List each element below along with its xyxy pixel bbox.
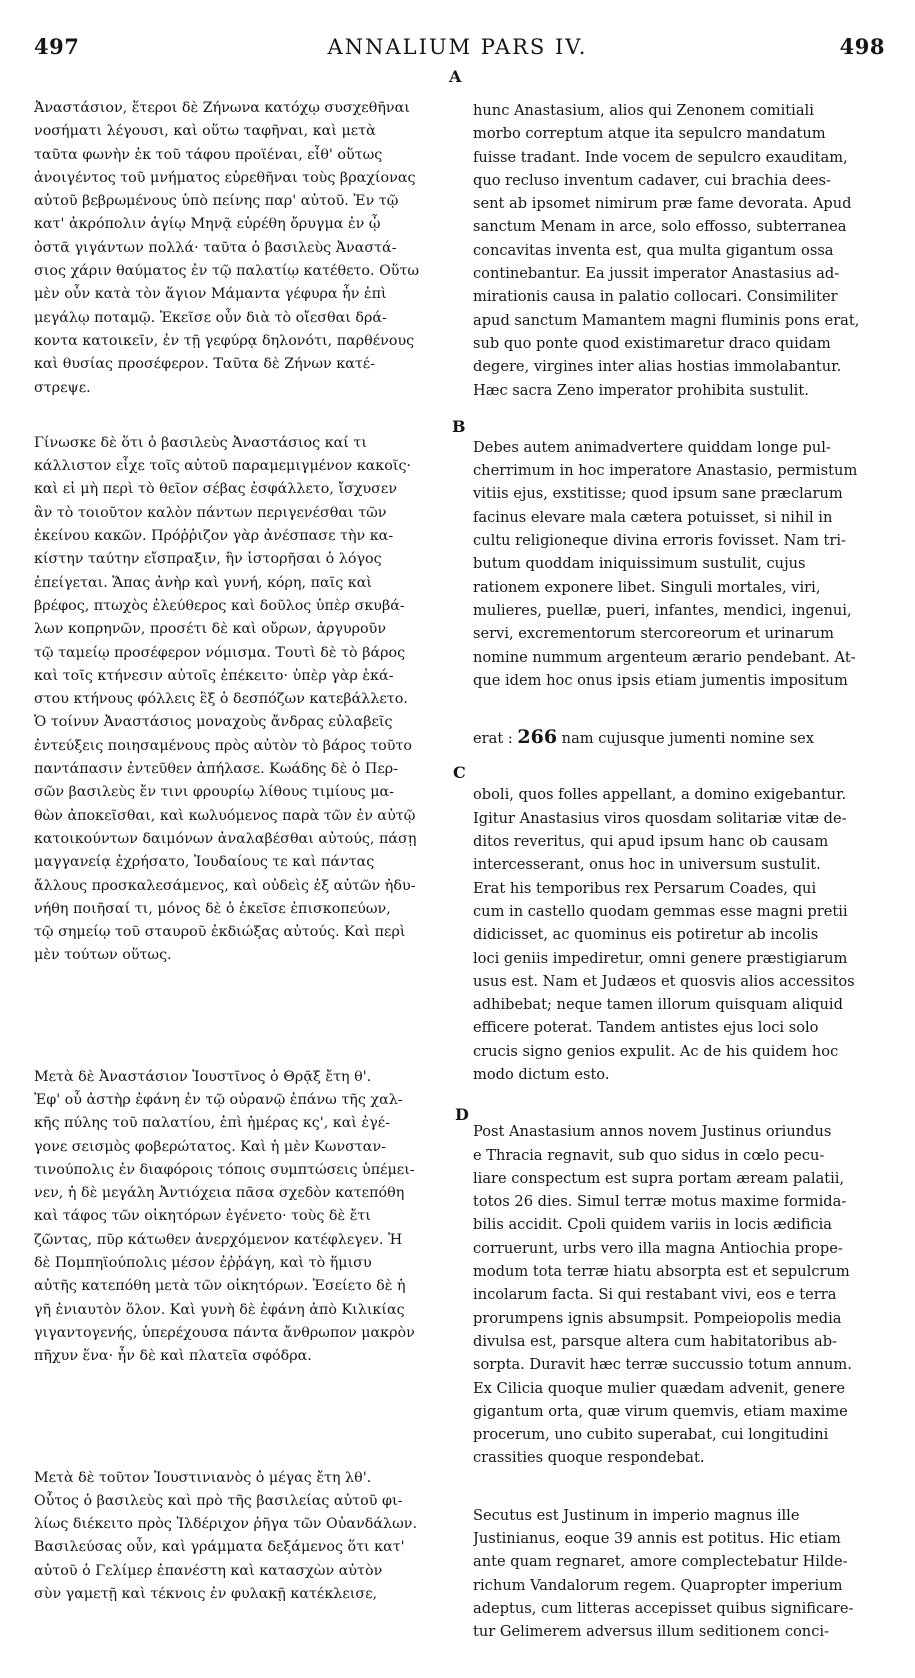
text-line: oboli, quos folles appellant, a domino exigebantur. <box>473 786 847 804</box>
text-line: Οὗτος ὁ βασιλεὺς καὶ πρὸ τῆς βασιλείας αὐτοῦ φι- <box>34 1492 403 1509</box>
text-line: loci geniis impediretur, omni genere præstigiarum <box>473 949 848 967</box>
text-line: crucis signo genios expulit. Ac de his quidem hoc <box>473 1042 839 1060</box>
text-line: ditos reveritus, qui apud ipsum hanc ob causam <box>473 833 829 851</box>
latin-paragraph <box>473 783 883 1086</box>
text-line: corruerunt, urbs vero illa magna Antiochia prope- <box>473 1239 843 1257</box>
text-line: γονε σεισμὸς φοβερώτατος. Καὶ ἡ μὲν Κωνσταν- <box>34 1138 386 1155</box>
text-line: degere, virgines inter alias hostias immolabantur. <box>473 358 842 376</box>
text-line: Secutus est Justinum in imperio magnus ille <box>473 1506 800 1524</box>
text-line: νεν, ἡ δὲ μεγάλη Ἀντιόχεια πᾶσα σχεδὸν κατεπόθη <box>34 1185 405 1202</box>
latin-paragraph <box>473 1120 883 1469</box>
text-line: τινούπολις ἐν διαφόροις τόποις συμπτώσεις ὑπέμει- <box>34 1161 415 1178</box>
text-line: ante quam regnaret, amore complectebatur Hilde- <box>473 1553 848 1571</box>
text-line: concavitas inventa est, qua multa gigantum ossa <box>473 241 834 259</box>
margin-letter-b: B <box>452 417 466 436</box>
text-line: modum tota terræ hiatu absorpta est et sepulcrum <box>473 1263 850 1281</box>
text-line: Justinianus, eoque 39 annis est potitus. Hic etiam <box>473 1530 841 1548</box>
running-header <box>0 34 915 60</box>
text-line: γῆ ἐνιαυτὸν ὅλον. Καὶ γυνὴ δὲ ἐφάνη ἀπὸ Κιλικίας <box>34 1301 405 1318</box>
text-line: Erat his temporibus rex Persarum Coades, qui <box>473 879 817 897</box>
text-line: gigantum orta, quæ virum quemvis, etiam maxime <box>473 1402 848 1420</box>
text-line: crassities quoque respondebat. <box>473 1449 705 1467</box>
text-line: cultu religioneque divina erroris fovisset. Nam tri- <box>473 532 846 550</box>
text-line: γιγαντογενής, ὑπερέχουσα πάντα ἄνθρωπον μακρὸν <box>34 1324 415 1341</box>
text-line: θὼν ἀποκεῖσθαι, καὶ κωλυόμενος παρὰ τῶν ἐν αὐτῷ <box>34 807 416 824</box>
text-line: que idem hoc onus ipsis etiam jumentis impositum <box>473 671 848 689</box>
line-text: nam cujusque jumenti nomine sex <box>557 730 814 748</box>
text-line: ἐπείγεται. Ἅπας ἀνὴρ καὶ γυνή, κόρη, παῖς καὶ <box>34 574 372 591</box>
text-line: liare conspectum est supra portam æream palatii, <box>473 1169 845 1187</box>
text-line: σῶν βασιλεὺς ἔν τινι φρουρίῳ λίθους τιμίους μα- <box>34 784 395 801</box>
text-line: τῷ ταμείῳ προσέφερον νόμισμα. Τουτὶ δὲ τὸ βάρος <box>34 644 406 661</box>
text-line: intercesserant, onus hoc in universum sustulit. <box>473 856 821 874</box>
text-line: adeptus, cum litteras accepisset quibus significare- <box>473 1599 854 1617</box>
text-line: σιος χάριν θαύματος ἐν τῷ παλατίῳ κατέθετο. Οὕτω <box>34 263 420 280</box>
text-line: καὶ τάφος τῶν οἰκητόρων ἐγένετο· τοὺς δὲ ἔτι <box>34 1208 371 1225</box>
text-line-with-page-marker <box>473 726 883 749</box>
greek-paragraph <box>34 1467 460 1607</box>
text-line: αὐτοῦ ὁ Γελίμερ ἐπανέστη καὶ κατασχὼν αὐτὸν <box>34 1562 383 1579</box>
text-line: ἐντεύξεις ποιησαμένους πρὸς αὐτὸν τὸ βάρος τοῦτο <box>34 737 412 754</box>
text-line: tur Gelimerem adversus illum seditionem conci- <box>473 1623 829 1641</box>
text-line: fuisse tradant. Inde vocem de sepulcro exauditam, <box>473 148 848 166</box>
text-line: adhibebat; neque tamen illorum quisquam aliquid <box>473 996 843 1014</box>
text-line: Ex Cilicia quoque mulier quædam advenit, genere <box>473 1379 845 1397</box>
text-line: hunc Anastasium, alios qui Zenonem comitiali <box>473 102 814 119</box>
text-line: δὲ Πομπηϊούπολις μέσον ἐῤῥάγη, καὶ τὸ ἥμισυ <box>34 1255 372 1272</box>
text-line: mulieres, puellæ, pueri, infantes, mendici, ingenui, <box>473 601 852 619</box>
text-line: sorpta. Duravit hæc terræ succussio totum annum. <box>473 1356 852 1374</box>
text-line: ἀνοιγέντος τοῦ μνήματος εὑρεθῆναι τοὺς βραχίονας <box>34 169 416 186</box>
text-line: richum Vandalorum regem. Quapropter imperium <box>473 1576 843 1594</box>
text-line: κίστην ταύτην εἴσπραξιν, ἣν ἱστορῆσαι ὁ λόγος <box>34 551 382 568</box>
text-line: κοντα κατοικεῖν, ἐν τῇ γεφύρᾳ δηλονότι, παρθένους <box>34 332 415 349</box>
text-line: ἂν τὸ τοιοῦτον καλὸν πάντων περιγενέσθαι τῶν <box>34 504 387 521</box>
text-line: καὶ εἰ μὴ περὶ τὸ θεῖον σέβας ἐσφάλλετο, ἴσχυσεν <box>34 481 398 498</box>
text-line: στου κτήνους φόλλεις ἓξ ὁ δεσπόζων κατεβάλλετο. <box>34 691 408 708</box>
text-line: Ἀναστάσιον, ἕτεροι δὲ Ζήνωνα κατόχῳ συσχεθῆναι <box>34 100 410 116</box>
text-line: νοσήματι λέγουσι, καὶ οὕτω ταφῆναι, καὶ μετὰ <box>34 123 376 140</box>
text-line: Debes autem animadvertere quiddam longe pul- <box>473 438 831 456</box>
right-page-number: 498 <box>839 34 885 59</box>
text-line: ἄλλους προσκαλεσάμενος, καὶ οὐδεὶς ἐξ αὐτῶν ἠδυ- <box>34 877 416 894</box>
text-line: μὲν οὖν κατὰ τὸν ἅγιον Μάμαντα γέφυρα ἦν ἐπὶ <box>34 286 387 303</box>
text-line: κῆς πύλης τοῦ παλατίου, ἐπὶ ἡμέρας κς', καὶ ἐγέ- <box>34 1115 390 1132</box>
text-line: κάλλιστον εἶχε τοῖς αὐτοῦ παραμεμιγμένον κακοῖς· <box>34 458 412 475</box>
text-line: cherrimum in hoc imperatore Anastasio, permistum <box>473 462 858 480</box>
text-line: divulsa est, parsque altera cum habitatoribus ab- <box>473 1332 837 1350</box>
paragraph-gap <box>34 1401 460 1435</box>
text-line: efficere poterat. Tandem antistes ejus loci solo <box>473 1019 819 1037</box>
text-line: Igitur Anastasius viros quosdam solitariæ vitæ de- <box>473 809 847 827</box>
greek-text-column <box>34 65 460 1638</box>
text-line: κατ' ἀκρόπολιν ἁγίῳ Μηνᾷ εὑρέθη ὄρυγμα ἐν ᾧ <box>34 216 381 233</box>
text-line: Μετὰ δὲ τοῦτον Ἰουστινιανὸς ὁ μέγας ἔτη λθ'. <box>34 1469 372 1486</box>
latin-paragraph <box>473 99 883 402</box>
paragraph-gap <box>34 1000 460 1034</box>
text-line: βρέφος, πτωχὸς ἐλεύθερος καὶ δοῦλος ὑπὲρ σκυβά- <box>34 597 405 614</box>
text-line: bilis accidit. Cpoli quidem variis in locis ædificia <box>473 1216 832 1234</box>
text-line: ἐκείνου κακῶν. Πρόῤῥιζον γὰρ ἀνέσπασε τὴν κα- <box>34 528 394 545</box>
text-line: μεγάλῳ ποταμῷ. Ἐκεῖσε οὖν διὰ τὸ οἴεσθαι δρά- <box>34 309 387 326</box>
text-line: rationem exponere libet. Singuli mortales, viri, <box>473 578 821 596</box>
text-line: Ἐφ' οὗ ἀστὴρ ἐφάνη ἐν τῷ οὐρανῷ ἐπάνω τῆς χαλ- <box>34 1091 403 1108</box>
text-line: ταῦτα φωνὴν ἐκ τοῦ τάφου προϊέναι, εἶθ' οὕτως <box>34 146 383 163</box>
text-line: prorumpens ignis absumpsit. Pompeiopolis media <box>473 1309 842 1327</box>
text-line: totos 26 dies. Simul terræ motus maxime formida- <box>473 1193 847 1211</box>
text-line: Ὁ τοίνυν Ἀναστάσιος μοναχοὺς ἄνδρας εὐλαβεῖς <box>34 714 393 731</box>
latin-paragraph <box>473 436 883 692</box>
margin-letter-d: D <box>455 1105 469 1124</box>
text-line: morbo correptum atque ita sepulcro mandatum <box>473 125 826 143</box>
text-line: ζῶντας, πῦρ κάτωθεν ἀνερχόμενον κατέφλεγεν. Ἡ <box>34 1231 403 1248</box>
text-line: didicisset, ac quominus eis potiretur ab incolis <box>473 926 819 944</box>
text-line: quo recluso inventum cadaver, cui brachia dees- <box>473 171 831 189</box>
text-line: continebantur. Ea jussit imperator Anastasius ad- <box>473 265 840 283</box>
left-page-number: 497 <box>34 34 80 59</box>
running-title: ANNALIUM PARS IV. <box>327 35 588 59</box>
text-line: αὐτῆς κατεπόθη μετὰ τῶν οἰκητόρων. Ἐσείετο δὲ ἡ <box>34 1278 406 1295</box>
text-line: vitiis ejus, exstitisse; quod ipsum sane præclarum <box>473 485 843 503</box>
text-line: mirationis causa in palatio collocari. Consimiliter <box>473 288 838 306</box>
text-line: Μετὰ δὲ Ἀναστάσιον Ἰουστῖνος ὁ Θρᾷξ ἔτη θ'. <box>34 1068 372 1085</box>
text-line: facinus elevare mala cætera potuisset, si nihil in <box>473 508 833 526</box>
text-line: Hæc sacra Zeno imperator prohibita sustulit. <box>473 381 809 399</box>
text-line: καὶ τοῖς κτήνεσιν αὐτοῖς ἐπέκειτο· ὑπὲρ γὰρ ἑκά- <box>34 667 394 684</box>
text-line: Γίνωσκε δὲ ὅτι ὁ βασιλεὺς Ἀναστάσιος καί τι <box>34 434 367 451</box>
text-line: Βασιλεύσας οὖν, καὶ γράμματα δεξάμενος ὅτι κατ' <box>34 1539 405 1556</box>
text-line: sent ab ipsomet nimirum præ fame devorata. Apud <box>473 195 852 213</box>
text-line: ὀστᾶ γιγάντων πολλά· ταῦτα ὁ βασιλεὺς Ἀναστά- <box>34 239 397 256</box>
text-line: apud sanctum Mamantem magni fluminis pons erat, <box>473 311 860 329</box>
latin-paragraph <box>473 1504 883 1644</box>
text-line: λίως διέκειτο πρὸς Ἰλδέριχον ῥῆγα τῶν Οὐανδάλων. <box>34 1516 418 1533</box>
greek-paragraph <box>34 97 460 400</box>
text-line: σὺν γαμετῇ καὶ τέκνοις ἐν φυλακῇ κατέκλεισε, <box>34 1586 378 1603</box>
text-line: μὲν τούτων οὕτως. <box>34 947 172 964</box>
text-line: servi, excrementorum stercoreorum et urinarum <box>473 625 834 643</box>
text-line: usus est. Nam et Judæos et quosvis alios accessitos <box>473 972 855 990</box>
margin-letter-a: A <box>449 67 462 86</box>
text-line: sanctum Menam in arce, solo effosso, subterranea <box>473 218 847 236</box>
greek-paragraph <box>34 1066 460 1369</box>
text-line: κατοικούντων δαιμόνων ἀναλαβέσθαι αὐτούς, πάσῃ <box>34 830 417 847</box>
text-line: αὐτοῦ βεβρωμένους ὑπὸ πείνης παρ' αὐτοῦ. Ἐν τῷ <box>34 193 399 210</box>
greek-paragraph <box>34 432 460 968</box>
page-marker-number: 266 <box>517 726 558 749</box>
text-line: μαγγανείᾳ ἐχρήσατο, Ἰουδαίους τε καὶ πάντας <box>34 854 375 871</box>
line-text: erat : <box>473 730 518 748</box>
text-line: λων κοπρηνῶν, προσέτι δὲ καὶ οὔρων, ἀργυροῦν <box>34 621 387 638</box>
text-line: e Thracia regnavit, sub quo sidus in cœlo pecu- <box>473 1146 825 1164</box>
text-line: nomine nummum argenteum ærario pendebant. At- <box>473 648 856 666</box>
text-line: καὶ θυσίας προσέφερον. Ταῦτα δὲ Ζήνων κατέ- <box>34 356 376 373</box>
text-line: πῆχυν ἕνα· ἦν δὲ καὶ πλατεῖα σφόδρα. <box>34 1348 312 1365</box>
text-line: Post Anastasium annos novem Justinus oriundus <box>473 1123 832 1141</box>
text-line: incolarum facta. Si qui restabant vivi, eos e terra <box>473 1286 837 1304</box>
text-line: butum quoddam iniquissimum sustulit, cujus <box>473 555 806 573</box>
text-line: νήθη ποιῆσαί τι, μόνος δὲ ὁ ἐκεῖσε ἐπισκοπεύων, <box>34 900 391 917</box>
text-line: στρεψε. <box>34 379 91 396</box>
text-line: modo dictum esto. <box>473 1065 610 1083</box>
text-line: procerum, uno cubito superabat, cui longitudini <box>473 1426 829 1444</box>
text-line: sub quo ponte quod existimaretur draco quidam <box>473 334 831 352</box>
text-line: παντάπασιν ἐντεῦθεν ἀπήλασε. Κωάδης δὲ ὁ Περ- <box>34 761 398 778</box>
latin-text-column <box>473 65 883 1678</box>
text-line: τῷ σημείῳ τοῦ σταυροῦ ἐκδιώξας αὐτούς. Καὶ περὶ <box>34 924 406 941</box>
text-line: cum in castello quodam gemmas esse magni pretii <box>473 902 848 920</box>
margin-letter-c: C <box>453 763 466 782</box>
